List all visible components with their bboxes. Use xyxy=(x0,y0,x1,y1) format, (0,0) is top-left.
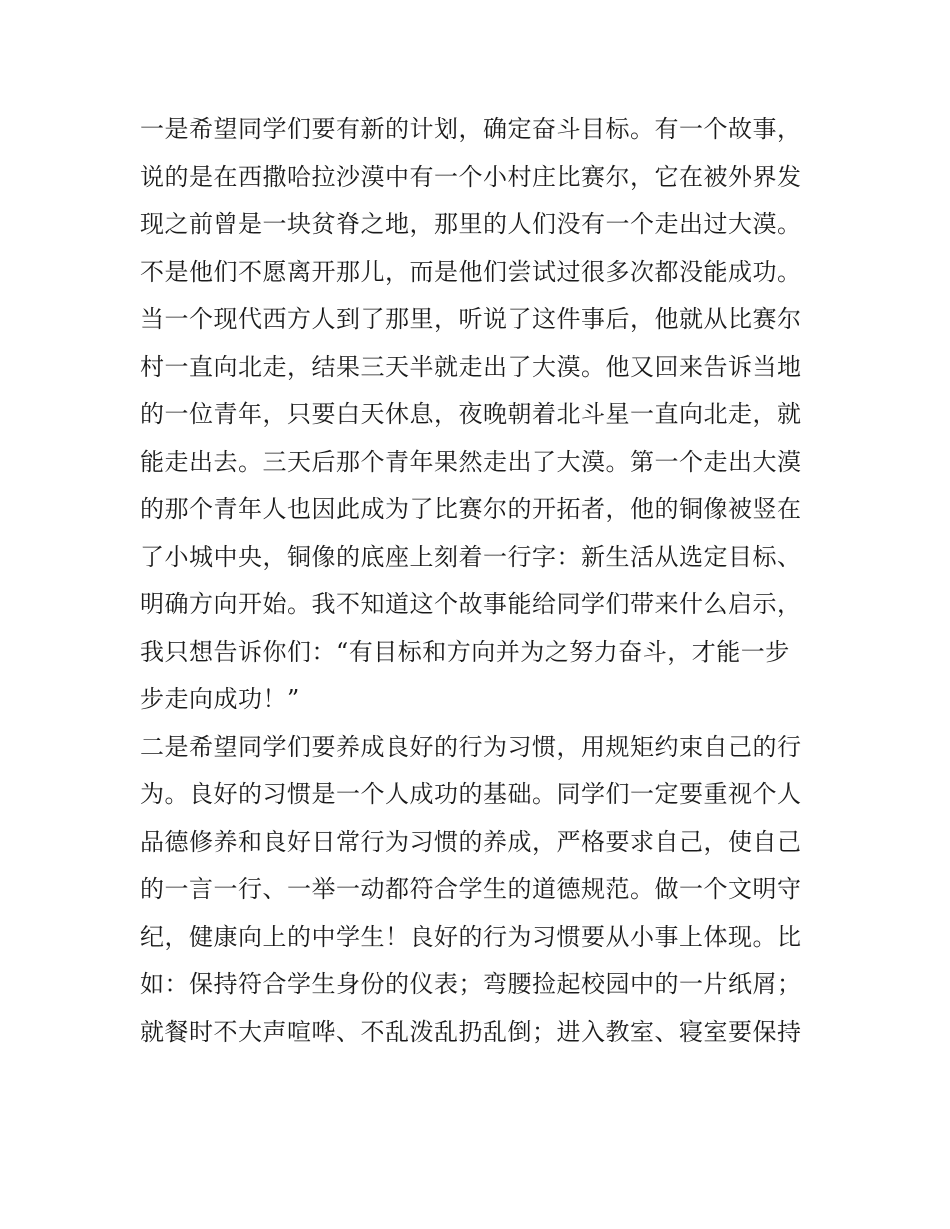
text-line-20: 就餐时不大声喧哗、不乱泼乱扔乱倒；进入教室、寝室要保持 xyxy=(140,1017,802,1046)
text-line-19: 如：保持符合学生身份的仪表；弯腰捡起校园中的一片纸屑； xyxy=(140,970,802,998)
text-line-18: 纪，健康向上的中学生！良好的行为习惯要从小事上体现。比 xyxy=(140,922,802,951)
text-line-15: 为。良好的习惯是一个人成功的基础。同学们一定要重视个人 xyxy=(140,780,802,808)
text-line-7: 的一位青年，只要白天休息，夜晚朝着北斗星一直向北走，就 xyxy=(140,400,802,428)
text-line-6: 村一直向北走，结果三天半就走出了大漠。他又回来告诉当地 xyxy=(140,352,802,381)
text-line-4: 不是他们不愿离开那儿，而是他们尝试过很多次都没能成功。 xyxy=(140,257,802,286)
text-line-1: 一是希望同学们要有新的计划，确定奋斗目标。有一个故事， xyxy=(140,115,802,143)
text-line-16: 品德修养和良好日常行为习惯的养成，严格要求自己，使自己 xyxy=(140,827,802,856)
text-line-14: 二是希望同学们要养成良好的行为习惯，用规矩约束自己的行 xyxy=(140,732,802,761)
text-line-9: 的那个青年人也因此成为了比赛尔的开拓者，他的铜像被竖在 xyxy=(140,495,802,523)
text-line-17: 的一言一行、一举一动都符合学生的道德规范。做一个文明守 xyxy=(140,875,802,903)
body-text xyxy=(140,106,820,1056)
text-line-12: 我只想告诉你们：“有目标和方向并为之努力奋斗，才能一步 xyxy=(140,637,790,666)
text-line-13: 步走向成功！” xyxy=(140,685,300,713)
text-line-3: 现之前曾是一块贫脊之地，那里的人们没有一个走出过大漠。 xyxy=(140,210,802,238)
text-line-2: 说的是在西撒哈拉沙漠中有一个小村庄比赛尔，它在被外界发 xyxy=(140,162,802,191)
text-line-5: 当一个现代西方人到了那里，听说了这件事后，他就从比赛尔 xyxy=(140,305,802,333)
text-line-11: 明确方向开始。我不知道这个故事能给同学们带来什么启示， xyxy=(140,590,802,618)
text-line-8: 能走出去。三天后那个青年果然走出了大漠。第一个走出大漠 xyxy=(140,447,802,476)
text-line-10: 了小城中央，铜像的底座上刻着一行字：新生活从选定目标、 xyxy=(140,542,802,571)
